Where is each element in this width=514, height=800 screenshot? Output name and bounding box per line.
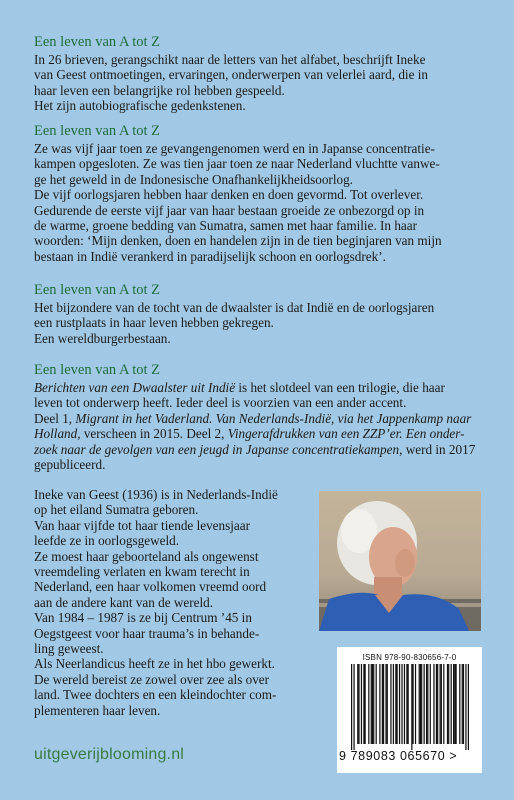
barcode-bar xyxy=(390,664,391,744)
publisher-website: uitgeverijblooming.nl xyxy=(34,746,185,763)
text-line: Nederland, een haar volkomen vreemd oord xyxy=(34,579,267,595)
text-line: Een wereldburgerbestaan. xyxy=(34,330,171,346)
barcode-bar xyxy=(399,664,400,744)
author-photo-image xyxy=(319,491,481,631)
section-text xyxy=(34,52,482,114)
barcode-bar xyxy=(382,664,383,744)
section-heading: Een leven van A tot Z xyxy=(34,34,161,50)
barcode-bar xyxy=(351,664,352,750)
barcode-bar xyxy=(408,664,409,744)
text-line: Gedurende de eerste vijf jaar van haar bestaan groeide ze onbezorgd op in xyxy=(34,202,425,218)
section-text xyxy=(34,380,482,472)
text-run: is het slotdeel van een trilogie, die haar xyxy=(235,380,445,395)
barcode-bar xyxy=(453,664,454,744)
barcode-bar xyxy=(455,664,456,744)
section-trilogy xyxy=(34,362,482,472)
text-line: bestaan in Indië verankerd in paradijselijk schoon en oorlogsdrek’. xyxy=(34,248,386,264)
text-line: De vijf oorlogsjaren hebben haar denken en doen gevormd. Tot overlever. xyxy=(34,187,424,203)
text-line: land. Twee dochters en een kleindochter com- xyxy=(34,687,277,703)
barcode-bar xyxy=(411,664,412,750)
barcode-bar xyxy=(447,664,448,744)
text-run: Deel 1, xyxy=(34,410,76,426)
text-line: plementeren haar leven. xyxy=(34,702,161,718)
book-title: Holland xyxy=(34,426,78,442)
book-title: Berichten van een Dwaalster uit Indië xyxy=(34,380,236,395)
text-line: leefde ze in oorlogsgeweld. xyxy=(34,533,180,549)
barcode-icon xyxy=(351,664,469,750)
author-photo xyxy=(319,491,481,631)
barcode-bar xyxy=(421,664,422,744)
barcode-bar xyxy=(433,664,434,744)
text-line: In 26 brieven, gerangschikt naar de letters van het alfabet, beschrijft Ineke xyxy=(34,52,426,67)
section-intro xyxy=(34,34,482,114)
text-line: Ze moest haar geboorteland als ongewenst xyxy=(34,548,259,564)
barcode-bar xyxy=(372,664,373,744)
barcode-bar xyxy=(358,664,359,744)
text-line: op het eiland Sumatra geboren. xyxy=(34,502,199,518)
barcode-bar xyxy=(383,664,384,744)
barcode-bar xyxy=(426,664,427,744)
section-heading: Een leven van A tot Z xyxy=(34,282,161,298)
text-line xyxy=(34,426,482,441)
text-run: , werd in 2017 xyxy=(399,441,476,457)
text-line xyxy=(34,380,482,395)
text-line: vreemdeling verlaten en kwam terecht in xyxy=(34,564,250,580)
barcode-bar xyxy=(368,664,369,744)
section-war-years xyxy=(34,123,482,264)
barcode-bar xyxy=(448,664,449,744)
barcode-bar xyxy=(443,664,444,744)
barcode-bar xyxy=(401,664,402,744)
isbn-label: ISBN 978-90-830656-7-0 xyxy=(362,653,457,662)
barcode-digits: 9 789083 065670 > xyxy=(339,749,458,763)
barcode-bar xyxy=(406,664,407,744)
text-line: leven tot onderwerp heeft. Ieder deel is voorzien van een ander accent. xyxy=(34,395,407,411)
section-heading: Een leven van A tot Z xyxy=(34,362,161,378)
book-title: zoek naar de gevolgen van een jeugd in Japanse concentratiekampen xyxy=(34,441,400,457)
barcode-bar xyxy=(379,664,380,744)
book-title: Migrant in het Vaderland. Van Nederlands-Indië, via het Jappenkamp naar xyxy=(75,410,472,426)
barcode-bar xyxy=(361,664,362,744)
barcode-bar xyxy=(385,664,386,744)
barcode-bar xyxy=(393,664,394,744)
barcode-bar xyxy=(371,664,372,744)
text-line: Het zijn autobiografische gedenkstenen. xyxy=(34,98,246,114)
author-bio xyxy=(34,487,320,718)
barcode-bar xyxy=(451,664,452,744)
text-line: Van haar vijfde tot haar tiende levensjaar xyxy=(34,517,251,533)
text-line xyxy=(34,442,482,457)
barcode-bar xyxy=(454,664,455,744)
text-line xyxy=(34,411,482,426)
barcode-bar xyxy=(415,664,416,744)
text-line: Als Neerlandicus heeft ze in het hbo gewerkt. xyxy=(34,656,275,672)
barcode-bar xyxy=(468,664,469,750)
barcode-bar xyxy=(462,664,463,744)
text-line: Ze was vijf jaar toen ze gevangengenomen werd en in Japanse concentratie- xyxy=(34,141,435,156)
text-line: ge het geweld in de Indonesische Onafhankelijkheidsoorlog. xyxy=(34,171,353,187)
section-heading: Een leven van A tot Z xyxy=(34,123,161,139)
text-line: Ineke van Geest (1936) is in Nederlands-Indië xyxy=(34,487,278,502)
barcode-bar xyxy=(437,664,438,744)
barcode-bar xyxy=(436,664,437,744)
text-line: van Geest ontmoetingen, ervaringen, onderwerpen van velerlei aard, die in xyxy=(34,67,429,83)
barcode-bar xyxy=(404,664,405,744)
section-wanderer xyxy=(34,282,482,346)
barcode-bar xyxy=(365,664,366,744)
section-text xyxy=(34,300,482,346)
barcode-bar xyxy=(440,664,441,744)
barcode-bar xyxy=(396,664,397,744)
text-line: Het bijzondere van de tocht van de dwaalster is dat Indië en de oorlogsjaren xyxy=(34,300,435,315)
barcode-bar xyxy=(465,664,466,750)
text-line: haar leven een belangrijke rol hebben gespeeld. xyxy=(34,82,285,98)
barcode-bar xyxy=(424,664,425,744)
barcode-bar xyxy=(441,664,442,744)
text-line: de warme, groene bedding van Sumatra, samen met haar familie. In haar xyxy=(34,218,418,234)
barcode-bar xyxy=(430,664,431,744)
text-line: Oegstgeest voor haar trauma’s in behande- xyxy=(34,625,260,641)
barcode-bar xyxy=(420,664,421,744)
text-line: Van 1984 – 1987 is ze bij Centrum ’45 in xyxy=(34,610,252,626)
text-line: ling geweest. xyxy=(34,641,104,657)
text-line: aan de andere kant van de wereld. xyxy=(34,594,214,610)
barcode-bar xyxy=(387,664,388,744)
barcode-bar xyxy=(373,664,374,744)
text-run: , verscheen in 2015. Deel 2, xyxy=(77,426,228,442)
barcode-bar xyxy=(395,664,396,744)
text-line: woorden: ‘Mijn denken, doen en handelen zijn in de tien beginjaren van mijn xyxy=(34,233,442,249)
barcode-bar xyxy=(419,664,420,744)
book-title: Vingerafdrukken van een ZZP’er. Een onder- xyxy=(227,426,465,442)
section-text xyxy=(34,141,482,264)
barcode-bar xyxy=(357,664,358,744)
barcode-bar xyxy=(427,664,428,744)
text-line: kampen opgesloten. Ze was tien jaar toen ze naar Nederland vluchtte vanwe- xyxy=(34,156,440,172)
barcode-bar xyxy=(363,664,364,744)
barcode-bar xyxy=(353,664,354,750)
barcode-bar xyxy=(463,664,464,744)
barcode-box xyxy=(337,647,482,773)
barcode-bar xyxy=(376,664,377,744)
text-line: gepubliceerd. xyxy=(34,457,106,473)
text-line: een rustplaats in haar leven hebben gekregen. xyxy=(34,315,274,331)
barcode-bar xyxy=(459,664,460,744)
text-line: De wereld bereist ze zowel over zee als over xyxy=(34,671,270,687)
barcode-bar xyxy=(412,664,413,744)
